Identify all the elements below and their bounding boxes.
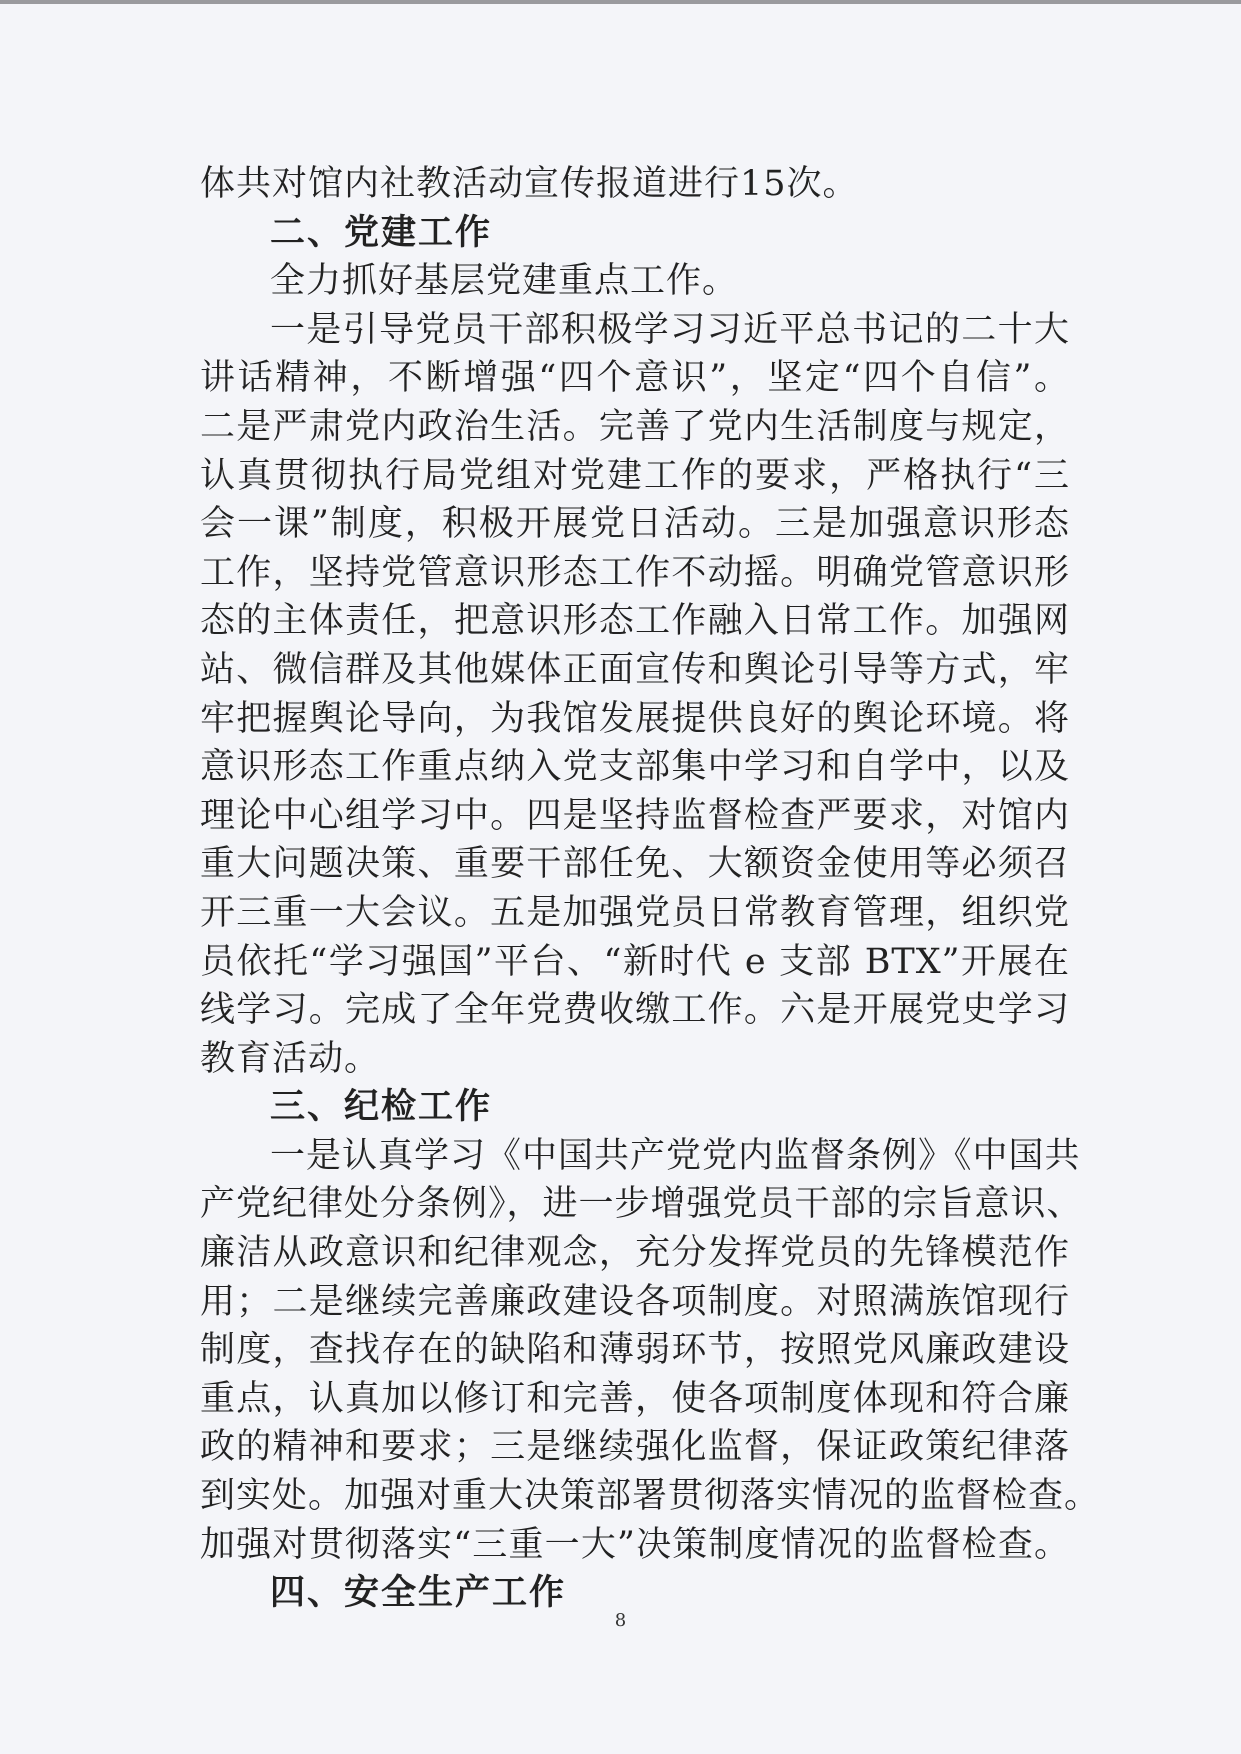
section-heading: 四、安全生产工作 <box>270 1573 567 1614</box>
text-line: 工作，坚持党管意识形态工作不动摇。明确党管意识形 <box>200 552 1070 593</box>
page-number: 8 <box>614 1610 627 1631</box>
text-line: 意识形态工作重点纳入党支部集中学习和自学中，以及 <box>200 747 1070 788</box>
text-line: 员依托“学习强国”平台、“新时代 e 支部 BTX”开展在 <box>200 941 1070 982</box>
paragraph-first-line: 一是引导党员干部积极学习习近平总书记的二十大 <box>270 309 1070 350</box>
text-line: 认真贯彻执行局党组对党建工作的要求，严格执行“三 <box>200 455 1070 496</box>
text-line: 态的主体责任，把意识形态工作融入日常工作。加强网 <box>200 601 1070 642</box>
text-line: 二是严肃党内政治生活。完善了党内生活制度与规定， <box>200 406 1070 447</box>
text-line: 重大问题决策、重要干部任免、大额资金使用等必须召 <box>200 844 1070 885</box>
section-heading: 二、党建工作 <box>270 212 493 253</box>
text-line: 重点，认真加以修订和完善，使各项制度体现和符合廉 <box>200 1378 1070 1419</box>
text-line: 站、微信群及其他媒体正面宣传和舆论引导等方式，牢 <box>200 649 1070 690</box>
text-line: 产党纪律处分条例》，进一步增强党员干部的宗旨意识、 <box>200 1184 1083 1225</box>
paragraph-first-line: 一是认真学习《中国共产党党内监督条例》《中国共 <box>270 1135 1081 1176</box>
paragraph-last-line: 体共对馆内社教活动宣传报道进行15次。 <box>200 164 859 204</box>
text-line: 牢把握舆论导向，为我馆发展提供良好的舆论环境。将 <box>200 698 1070 739</box>
text-line: 线学习。完成了全年党费收缴工作。六是开展党史学习 <box>200 990 1070 1031</box>
text-line: 开三重一大会议。五是加强党员日常教育管理，组织党 <box>200 892 1070 933</box>
body-text <box>200 160 1101 1618</box>
text-line: 讲话精神，不断增强“四个意识”，坚定“四个自信”。 <box>200 358 1070 399</box>
text-line: 会一课”制度，积极开展党日活动。三是加强意识形态 <box>200 504 1070 545</box>
text-line: 加强对贯彻落实“三重一大”决策制度情况的监督检查。 <box>200 1524 1070 1565</box>
paragraph-last-line: 教育活动。 <box>200 1038 381 1079</box>
text-line: 理论中心组学习中。四是坚持监督检查严要求，对馆内 <box>200 795 1070 836</box>
paragraph-line: 全力抓好基层党建重点工作。 <box>270 261 739 302</box>
text-line: 制度，查找存在的缺陷和薄弱环节，按照党风廉政建设 <box>200 1330 1070 1371</box>
text-line: 廉洁从政意识和纪律观念，充分发挥党员的先锋模范作 <box>200 1233 1070 1274</box>
text-line: 用；二是继续完善廉政建设各项制度。对照满族馆现行 <box>200 1281 1070 1322</box>
text-line: 到实处。加强对重大决策部署贯彻落实情况的监督检查。 <box>200 1476 1101 1517</box>
text-line: 政的精神和要求；三是继续强化监督，保证政策纪律落 <box>200 1427 1070 1468</box>
section-heading: 三、纪检工作 <box>270 1087 493 1128</box>
